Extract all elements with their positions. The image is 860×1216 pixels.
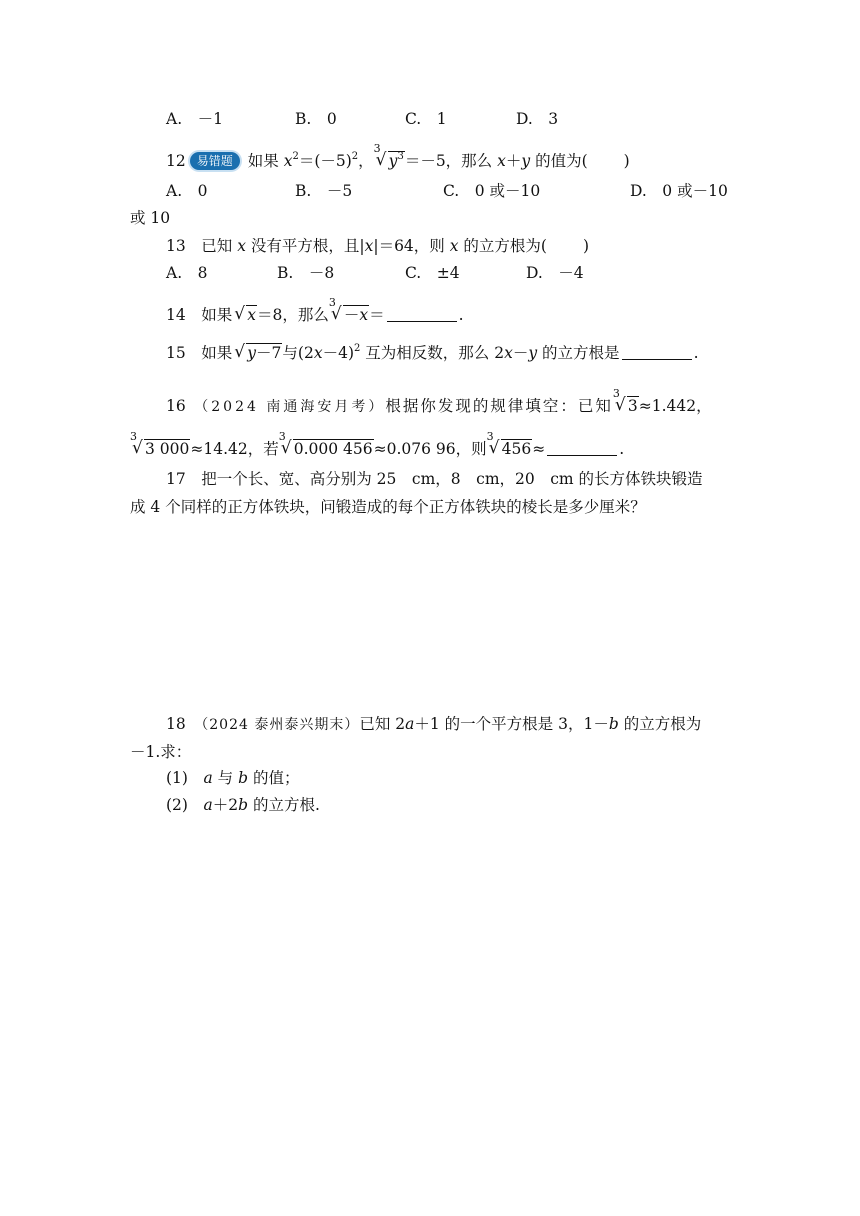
cube-root-456: √ 3 456	[501, 439, 533, 459]
question-18-part-1: (1) a 与 b 的值；	[166, 769, 300, 787]
cube-root-3000: √ 3 3 000	[144, 439, 190, 459]
source-note: （2024 南通海安月考）	[201, 399, 386, 415]
q11-option-a[interactable]: A. －1	[166, 110, 223, 128]
sqrt-y-minus-7: √ y－7	[246, 343, 282, 363]
q11-option-b[interactable]: B. 0	[295, 110, 337, 128]
question-18-line-1: 18 （2024 泰州泰兴期末）已知 2a＋1 的一个平方根是 3，1－b 的立方根为	[166, 715, 702, 733]
q12-option-d-continued: 或 10	[130, 209, 171, 227]
question-number: 12	[166, 152, 186, 170]
source-note: （2024 泰州泰兴期末）	[201, 717, 360, 733]
question-18-line-2: －1.求：	[130, 743, 192, 761]
q12-option-a[interactable]: A. 0	[166, 182, 208, 200]
question-17-line-2: 成 4 个同样的正方体铁块，问锻造成的每个正方体铁块的棱长是多少厘米？	[130, 498, 646, 516]
cube-root-neg-x: √ 3 －x	[343, 305, 369, 325]
question-number: 13	[166, 237, 186, 255]
q12-option-b[interactable]: B. －5	[295, 182, 353, 200]
sqrt-x: √ x	[246, 305, 257, 325]
question-number: 17	[166, 470, 186, 488]
q13-option-c[interactable]: C. ±4	[405, 264, 460, 282]
cube-root-y3: √ 3 $y^3$	[388, 151, 405, 171]
q13-option-a[interactable]: A. 8	[166, 264, 208, 282]
question-18-part-2: (2) a＋2b 的立方根.	[166, 796, 320, 814]
q12-option-d[interactable]: D. 0 或－10	[630, 182, 728, 200]
q12-option-c[interactable]: C. 0 或－10	[443, 182, 541, 200]
q13-option-b[interactable]: B. －8	[277, 264, 335, 282]
question-12: 12 易错题 如果 $x^2=(-5)^2$， √ 3 $y^3=-5$，那么 x＋y 的值为( )	[166, 151, 630, 171]
question-number: 16	[166, 397, 186, 415]
q13-option-d[interactable]: D. －4	[526, 264, 584, 282]
cube-root-3: √ 3 3	[627, 396, 639, 416]
question-14: 14 如果√ x＝8，那么 √ 3 －x＝ .	[166, 305, 464, 325]
error-prone-badge: 易错题	[190, 152, 240, 170]
q11-option-c[interactable]: C. 1	[405, 110, 447, 128]
question-number: 15	[166, 344, 186, 362]
question-16-line-2: √ 3 3 000≈14.42，若 √ 3 0.000 456≈0.076 96，则 √ 3 456≈ .	[130, 439, 624, 459]
question-16-line-1: 16 （2024 南通海安月考）根据你发现的规律填空：已知 √ 3 3≈1.442，	[166, 396, 712, 417]
question-number: 18	[166, 715, 186, 733]
question-13: 13 已知 x 没有平方根，且|x|＝64，则 x 的立方根为( )	[166, 237, 590, 255]
question-15: 15 如果√ y－7与$(2x-4)^2$ 互为相反数，那么 2x－y 的立方根是 .	[166, 343, 699, 363]
cube-root-0-000456: √ 3 0.000 456	[293, 439, 374, 459]
q11-option-d[interactable]: D. 3	[516, 110, 559, 128]
question-number: 14	[166, 306, 186, 324]
answer-blank[interactable]	[622, 345, 692, 360]
answer-blank[interactable]	[547, 441, 617, 456]
answer-blank[interactable]	[387, 307, 457, 322]
question-17-line-1: 17 把一个长、宽、高分别为 25 cm，8 cm，20 cm 的长方体铁块锻造	[166, 470, 703, 488]
